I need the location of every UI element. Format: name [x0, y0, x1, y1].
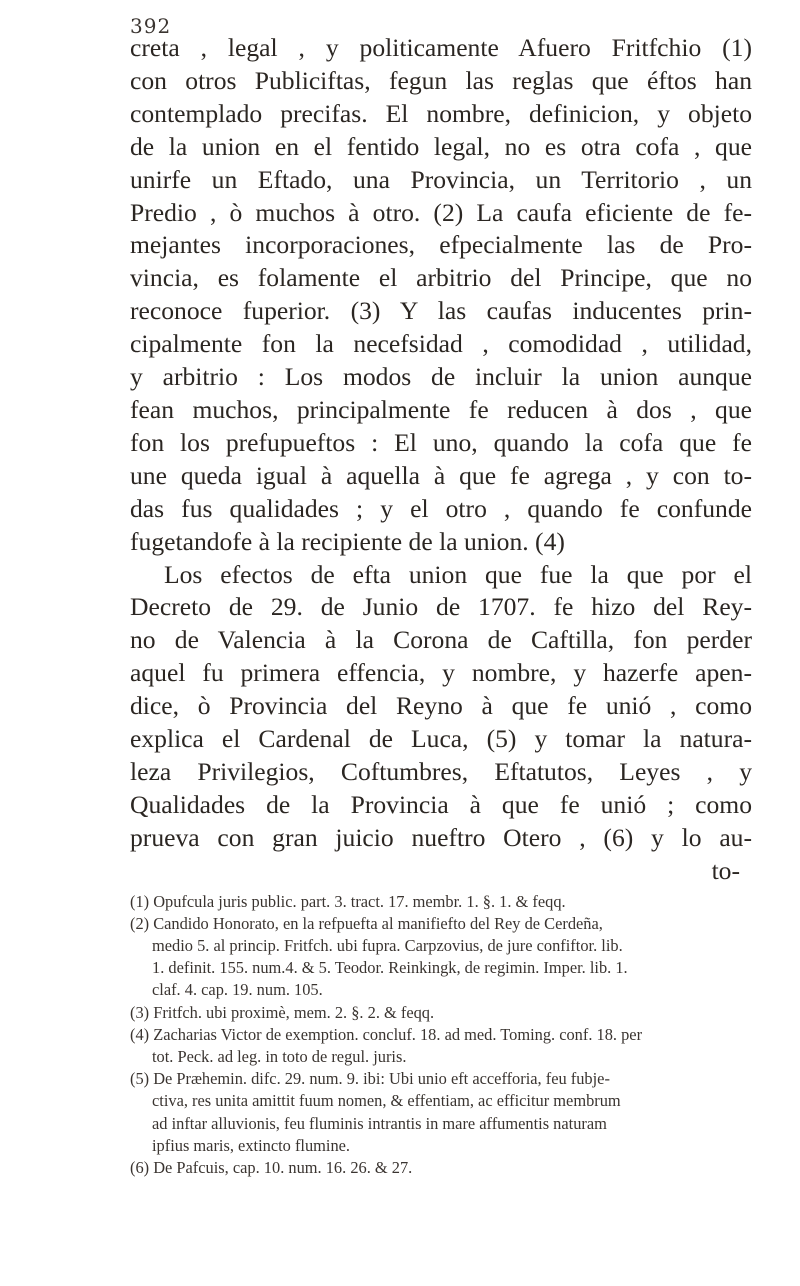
text-line: y arbitrio : Los modos de incluir la union aunque	[130, 362, 752, 392]
footnotes	[130, 891, 752, 1180]
footnote-line: claf. 4. cap. 19. num. 105.	[152, 980, 323, 1000]
text-line: fon los prefupueftos : El uno, quando la cofa que fe	[130, 427, 752, 457]
text-line: con otros Publiciftas, fegun las reglas que éftos han	[130, 65, 752, 95]
text-line: fugetandofe à la recipiente de la union. (4)	[130, 526, 565, 556]
footnote-line: (4) Zacharias Victor de exemption. concluf. 18. ad med. Toming. conf. 18. per	[130, 1024, 643, 1044]
main-text	[130, 32, 752, 855]
text-line: cipalmente fon la necefsidad , comodidad , utilidad,	[130, 329, 752, 359]
footnote-line: (5) De Præhemin. difc. 29. num. 9. ibi: Ubi unio eft accefforia, feu fubje-	[130, 1069, 610, 1089]
text-line: das fus qualidades ; y el otro , quando fe confunde	[130, 493, 752, 523]
footnote-line: medio 5. al princip. Fritfch. ubi fupra. Carpzovius, de jure confiftor. lib.	[152, 936, 623, 956]
page-number: 392	[130, 14, 172, 38]
text-line: Los efectos de efta union que fue la que por el	[164, 559, 752, 589]
footnote-line: (6) De Pafcuis, cap. 10. num. 16. 26. & 27.	[130, 1158, 413, 1178]
text-line: reconoce fuperior. (3) Y las caufas inducentes prin-	[130, 296, 752, 326]
text-line: no de Valencia à la Corona de Caftilla, fon perder	[130, 625, 752, 655]
text-line: aquel fu primera effencia, y nombre, y hazerfe apen-	[130, 658, 752, 688]
text-line: leza Privilegios, Coftumbres, Eftatutos, Leyes , y	[130, 756, 752, 786]
text-line: explica el Cardenal de Luca, (5) y tomar la natura-	[130, 724, 752, 754]
footnote-line: ipfius maris, extincto flumine.	[152, 1135, 351, 1155]
text-line: prueva con gran juicio nueftro Otero , (6) y lo au-	[130, 822, 752, 852]
text-line: creta , legal , y politicamente Afuero Fritfchio (1)	[130, 33, 752, 62]
text-line: de la union en el fentido legal, no es otra cofa , que	[130, 131, 752, 161]
text-line: contemplado precifas. El nombre, definicion, y objeto	[130, 98, 752, 128]
text-line: fean muchos, principalmente fe reducen à dos , que	[130, 394, 752, 424]
text-line: unirfe un Eftado, una Provincia, un Territorio , un	[130, 164, 752, 194]
text-line: Qualidades de la Provincia à que fe unió ; como	[130, 789, 752, 819]
footnote-line: (1) Opufcula juris public. part. 3. tract. 17. membr. 1. §. 1. & feqq.	[130, 891, 566, 911]
catchword: to-	[711, 855, 740, 885]
text-line: Decreto de 29. de Junio de 1707. fe hizo del Rey-	[130, 592, 752, 622]
text-line: dice, ò Provincia del Reyno à que fe unió , como	[130, 691, 752, 721]
footnote-line: (3) Fritfch. ubi proximè, mem. 2. §. 2. & feqq.	[130, 1002, 435, 1022]
text-line: une queda igual à aquella à que fe agrega , y con to-	[130, 460, 752, 490]
text-line: Predio , ò muchos à otro. (2) La caufa eficiente de fe-	[130, 197, 752, 227]
footnote-line: (2) Candido Honorato, en la refpuefta al manifiefto del Rey de Cerdeña,	[130, 913, 603, 933]
footnote-line: tot. Peck. ad leg. in toto de regul. juris.	[152, 1047, 407, 1067]
footnote-line: 1. definit. 155. num.4. & 5. Teodor. Reinkingk, de regimin. Imper. lib. 1.	[152, 958, 628, 978]
text-line: mejantes incorporaciones, efpecialmente las de Pro-	[130, 230, 752, 260]
text-line: vincia, es folamente el arbitrio del Principe, que no	[130, 263, 752, 293]
footnote-line: ad inftar alluvionis, feu fluminis intrantis in mare affumentis naturam	[152, 1113, 607, 1133]
footnote-line: ctiva, res unita amittit fuum nomen, & effentiam, ac efficitur membrum	[152, 1091, 621, 1111]
